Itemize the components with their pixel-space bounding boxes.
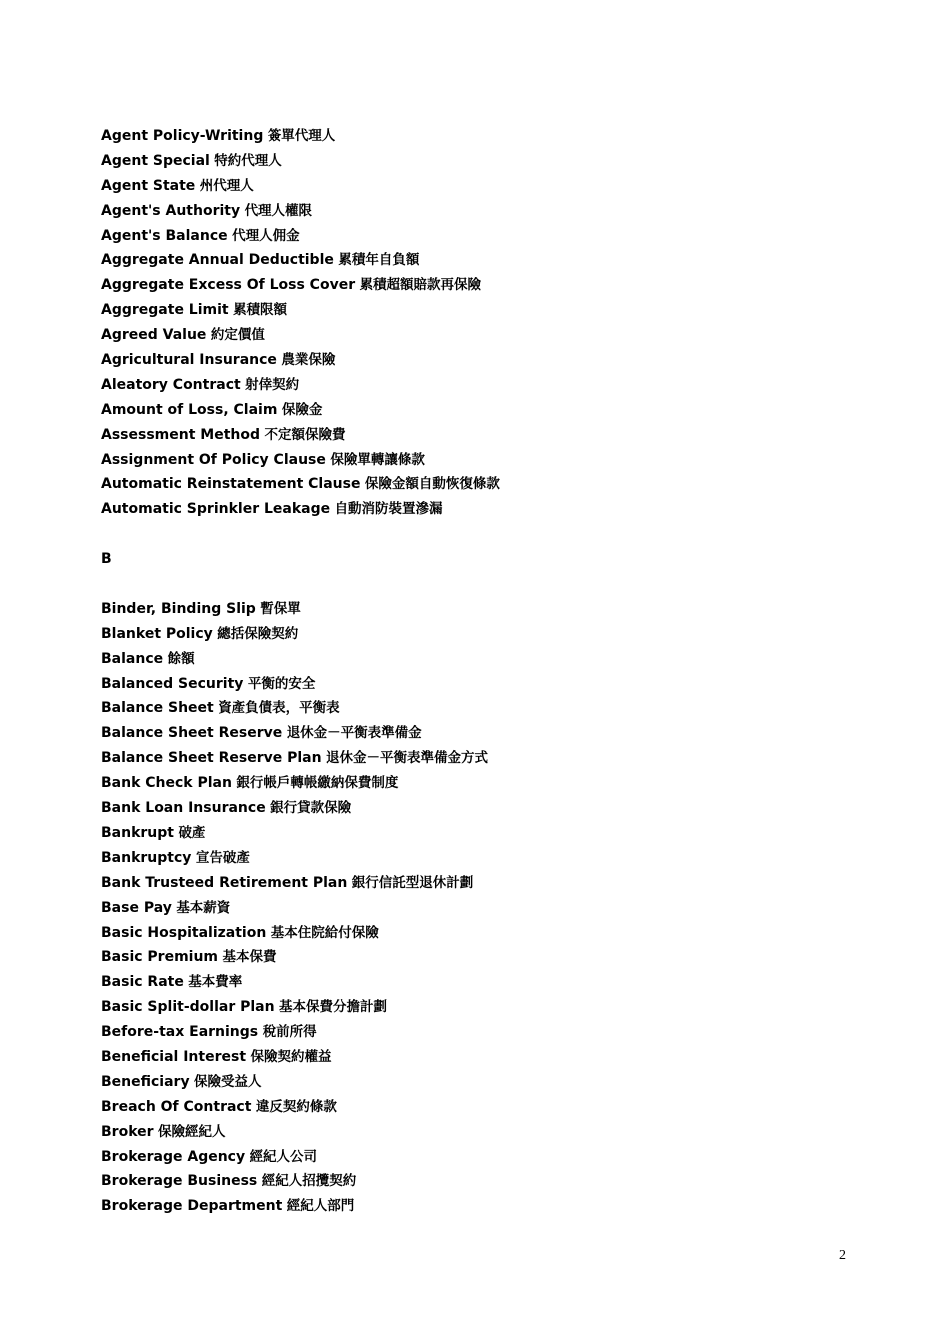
glossary-translation: 保險金	[281, 401, 323, 418]
glossary-term: Broker	[101, 1123, 154, 1140]
glossary-term: Agent Policy-Writing	[101, 128, 264, 144]
glossary-entry	[101, 995, 861, 1020]
glossary-translation: 保險經紀人	[157, 1123, 226, 1140]
glossary-entry	[101, 771, 861, 796]
glossary-entry	[101, 448, 861, 473]
glossary-translation: 資產負債表，平衡表	[218, 700, 340, 717]
glossary-term: Bank Loan Insurance	[101, 800, 266, 817]
glossary-term: Bank Trusteed Retirement Plan	[101, 874, 348, 891]
glossary-translation: 累積年自負額	[338, 252, 420, 269]
glossary-translation: 保險單轉讓條款	[330, 451, 425, 468]
glossary-entry	[101, 647, 861, 672]
glossary-translation: 約定價值	[210, 327, 265, 344]
glossary-translation: 累積超額賠款再保險	[359, 277, 482, 294]
glossary-term: Agent State	[101, 177, 196, 194]
glossary-term: Breach Of Contract	[101, 1098, 252, 1115]
glossary-entry	[101, 1169, 861, 1194]
glossary-entry	[101, 672, 861, 697]
glossary-translation: 餘額	[167, 650, 195, 667]
glossary-entry	[101, 497, 861, 522]
glossary-translation: 違反契約條款	[255, 1098, 337, 1115]
glossary-entry	[101, 348, 861, 373]
glossary-term: Assignment Of Policy Clause	[101, 451, 326, 468]
glossary-translation: 破產	[178, 824, 206, 841]
glossary-entry	[101, 1194, 861, 1219]
glossary-entry	[101, 871, 861, 896]
glossary-term: Brokerage Business	[101, 1173, 258, 1190]
glossary-section-a	[101, 124, 861, 522]
section-spacer	[101, 572, 861, 597]
glossary-entry	[101, 597, 861, 622]
glossary-term: Bankrupt	[101, 824, 174, 841]
glossary-content	[101, 124, 861, 1219]
glossary-entry	[101, 149, 861, 174]
glossary-term: Assessment Method	[101, 426, 261, 443]
glossary-entry	[101, 796, 861, 821]
glossary-term: Before-tax Earnings	[101, 1024, 259, 1041]
glossary-entry	[101, 373, 861, 398]
glossary-entry	[101, 696, 861, 721]
glossary-section-b	[101, 597, 861, 1219]
section-spacer	[101, 522, 861, 547]
glossary-translation: 基本保費	[222, 949, 277, 966]
section-letter-b: B	[101, 551, 112, 568]
glossary-translation: 累積限額	[233, 302, 288, 319]
glossary-translation: 退休金－平衡表準備金	[286, 725, 422, 742]
glossary-term: Balanced Security	[101, 675, 244, 692]
glossary-entry	[101, 896, 861, 921]
glossary-term: Brokerage Department	[101, 1198, 283, 1215]
glossary-entry	[101, 1070, 861, 1095]
glossary-entry	[101, 945, 861, 970]
glossary-translation: 代理人佣金	[232, 227, 300, 244]
glossary-entry	[101, 423, 861, 448]
glossary-term: Agent's Balance	[101, 227, 228, 244]
glossary-entry	[101, 398, 861, 423]
glossary-entry	[101, 124, 861, 149]
glossary-translation: 簽單代理人	[267, 128, 336, 144]
glossary-entry	[101, 622, 861, 647]
glossary-translation: 平衡的安全	[247, 675, 316, 692]
glossary-translation: 基本住院給付保險	[270, 924, 379, 941]
glossary-term: Agent's Authority	[101, 202, 241, 219]
glossary-entry	[101, 846, 861, 871]
glossary-entry	[101, 298, 861, 323]
glossary-translation: 州代理人	[199, 177, 254, 194]
glossary-term: Bankruptcy	[101, 849, 192, 866]
glossary-term: Balance Sheet Reserve	[101, 725, 283, 742]
glossary-entry	[101, 248, 861, 273]
glossary-term: Bank Check Plan	[101, 775, 232, 792]
glossary-translation: 經紀人部門	[286, 1198, 355, 1215]
glossary-translation: 保險受益人	[194, 1073, 262, 1090]
glossary-entry	[101, 970, 861, 995]
glossary-translation: 退休金－平衡表準備金方式	[326, 750, 489, 767]
glossary-translation: 基本保費分擔計劃	[279, 999, 388, 1016]
glossary-term: Blanket Policy	[101, 625, 213, 642]
glossary-translation: 基本薪資	[176, 899, 231, 916]
glossary-term: Brokerage Agency	[101, 1148, 246, 1165]
glossary-translation: 暫保單	[260, 600, 301, 617]
glossary-entry	[101, 1095, 861, 1120]
glossary-term: Agreed Value	[101, 327, 207, 344]
glossary-translation: 經紀人公司	[249, 1148, 318, 1165]
glossary-translation: 代理人權限	[244, 202, 313, 219]
glossary-term: Balance	[101, 650, 164, 667]
glossary-entry	[101, 472, 861, 497]
glossary-term: Automatic Reinstatement Clause	[101, 476, 361, 493]
glossary-term: Balance Sheet Reserve Plan	[101, 750, 322, 767]
glossary-term: Agricultural Insurance	[101, 352, 277, 369]
glossary-translation: 保險金額自動恢復條款	[364, 476, 500, 493]
glossary-entry	[101, 174, 861, 199]
glossary-translation: 銀行信託型退休計劃	[351, 874, 474, 891]
glossary-entry	[101, 1020, 861, 1045]
glossary-term: Basic Split-dollar Plan	[101, 999, 275, 1016]
glossary-translation: 總括保險契約	[217, 625, 299, 642]
glossary-term: Aggregate Annual Deductible	[101, 252, 334, 269]
glossary-term: Basic Hospitalization	[101, 924, 267, 941]
glossary-term: Aggregate Limit	[101, 302, 229, 319]
glossary-translation: 基本費率	[188, 974, 243, 991]
glossary-translation: 稅前所得	[262, 1024, 317, 1041]
glossary-term: Balance Sheet	[101, 700, 214, 717]
glossary-term: Binder, Binding Slip	[101, 600, 256, 617]
page-number: 2	[839, 1248, 846, 1263]
glossary-translation: 經紀人招攬契約	[261, 1173, 357, 1190]
glossary-translation: 不定額保險費	[264, 426, 346, 443]
glossary-term: Aleatory Contract	[101, 376, 241, 393]
glossary-translation: 農業保險	[281, 352, 336, 369]
glossary-term: Beneficiary	[101, 1073, 190, 1090]
glossary-translation: 銀行貸款保險	[270, 800, 352, 817]
glossary-term: Agent Special	[101, 152, 210, 169]
glossary-entry	[101, 821, 861, 846]
glossary-term: Beneficial Interest	[101, 1048, 247, 1065]
glossary-entry	[101, 921, 861, 946]
glossary-translation: 銀行帳戶轉帳繳納保費制度	[236, 775, 399, 792]
glossary-translation: 特約代理人	[214, 152, 282, 169]
glossary-entry	[101, 721, 861, 746]
glossary-translation: 宣告破產	[195, 849, 250, 866]
glossary-entry	[101, 1145, 861, 1170]
glossary-term: Base Pay	[101, 899, 172, 916]
glossary-translation: 保險契約權益	[250, 1048, 332, 1065]
glossary-term: Aggregate Excess Of Loss Cover	[101, 277, 356, 294]
glossary-translation: 射倖契約	[245, 376, 300, 393]
glossary-entry	[101, 323, 861, 348]
glossary-entry	[101, 224, 861, 249]
glossary-entry	[101, 746, 861, 771]
glossary-entry	[101, 199, 861, 224]
glossary-entry	[101, 1120, 861, 1145]
glossary-translation: 自動消防裝置滲漏	[334, 501, 443, 518]
glossary-entry	[101, 273, 861, 298]
glossary-term: Amount of Loss, Claim	[101, 401, 278, 418]
glossary-term: Basic Premium	[101, 949, 219, 966]
glossary-entry	[101, 1045, 861, 1070]
glossary-term: Basic Rate	[101, 974, 184, 991]
glossary-term: Automatic Sprinkler Leakage	[101, 501, 331, 518]
